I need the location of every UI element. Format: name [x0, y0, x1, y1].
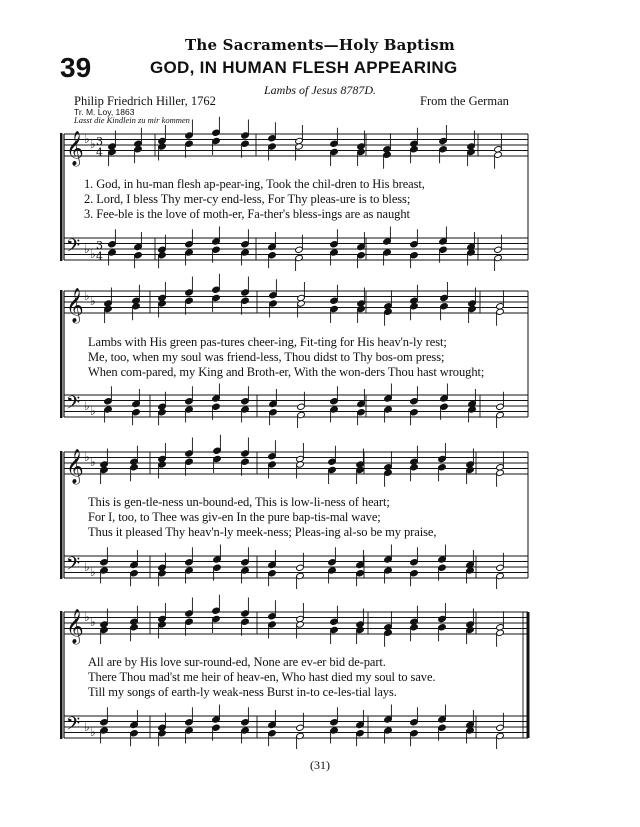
- time-signature-top: 3: [96, 135, 103, 148]
- flat-sign: ♭: [90, 137, 96, 151]
- lyric-line: Till my songs of earth-ly weak-ness Burst in-to ce-les-tial lays.: [88, 685, 397, 699]
- lyric-line: For I, too, to Thee was giv-en In the pure bap-tis-mal wave;: [88, 510, 381, 524]
- flat-sign: ♭: [90, 455, 96, 469]
- system-bracket: [60, 133, 63, 261]
- lyric-line: 2. Lord, I bless Thy mer-cy end-less, For Thy pleas-ure is to bless;: [84, 192, 411, 206]
- treble-clef: 𝄞: [66, 609, 84, 644]
- lyric-line: Lambs with His green pas-tures cheer-ing, Fit-ting for His heav'n-ly rest;: [88, 335, 447, 349]
- treble-clef: 𝄞: [66, 449, 84, 484]
- author-credit: Philip Friedrich Hiller, 1762: [74, 94, 216, 108]
- lyric-line: Me, too, when my soul was friend-less, Thou didst to Thy bos-om press;: [88, 350, 445, 364]
- flat-sign: ♭: [90, 615, 96, 629]
- bass-clef: 𝄢: [66, 554, 81, 579]
- hymn-title: GOD, IN HUMAN FLESH APPEARING: [150, 58, 458, 77]
- lyric-line: This is gen-tle-ness un-bound-ed, This is low-li-ness of heart;: [88, 495, 390, 509]
- flat-sign: ♭: [90, 725, 96, 739]
- treble-clef: 𝄞: [66, 131, 84, 166]
- lyric-line: 3. Fee-ble is the love of moth-er, Fa-ther's bless-ings are as naught: [84, 207, 410, 221]
- flat-sign: ♭: [84, 560, 90, 574]
- flat-sign: ♭: [84, 242, 90, 256]
- flat-sign: ♭: [90, 404, 96, 418]
- flat-sign: ♭: [84, 610, 90, 624]
- flat-sign: ♭: [84, 289, 90, 303]
- time-signature-bottom: 4: [96, 146, 103, 159]
- flat-sign: ♭: [90, 565, 96, 579]
- flat-sign: ♭: [84, 132, 90, 146]
- source-credit: From the German: [420, 94, 509, 108]
- bass-clef: 𝄢: [66, 393, 81, 418]
- system-bracket: [60, 611, 63, 739]
- time-signature-bottom: 4: [96, 250, 103, 263]
- lyric-line: Thus it pleased Thy heav'n-ly meek-ness; Pleas-ing al-so be my praise,: [88, 525, 437, 539]
- system-bracket: [60, 290, 63, 418]
- flat-sign: ♭: [84, 450, 90, 464]
- original-text-title: Lasst die Kindlein zu mir kommen: [74, 115, 190, 125]
- bass-clef: 𝄢: [66, 236, 81, 261]
- page-number: (31): [310, 758, 330, 772]
- translator-credit: Tr. M. Loy, 1863: [74, 107, 135, 117]
- treble-clef: 𝄞: [66, 288, 84, 323]
- flat-sign: ♭: [90, 294, 96, 308]
- time-signature-top: 3: [96, 239, 103, 252]
- flat-sign: ♭: [90, 247, 96, 261]
- lyric-line: 1. God, in hu-man flesh ap-pear-ing, Took the chil-dren to His breast,: [84, 177, 425, 191]
- tune-meter-line: Lambs of Jesus 8787D.: [263, 83, 376, 97]
- lyric-line: When com-pared, my King and Broth-er, With the won-ders Thou hast wrought;: [88, 365, 485, 379]
- lyric-line: There Thou mad'st me heir of heav-en, Who hast died my soul to save.: [88, 670, 436, 684]
- flat-sign: ♭: [84, 399, 90, 413]
- lyric-line: All are by His love sur-round-ed, None are ev-er bid de-part.: [88, 655, 386, 669]
- flat-sign: ♭: [84, 720, 90, 734]
- system-bracket: [60, 451, 63, 579]
- hymn-number: 39: [60, 52, 92, 83]
- bass-clef: 𝄢: [66, 714, 81, 739]
- section-heading: The Sacraments—Holy Baptism: [185, 36, 455, 54]
